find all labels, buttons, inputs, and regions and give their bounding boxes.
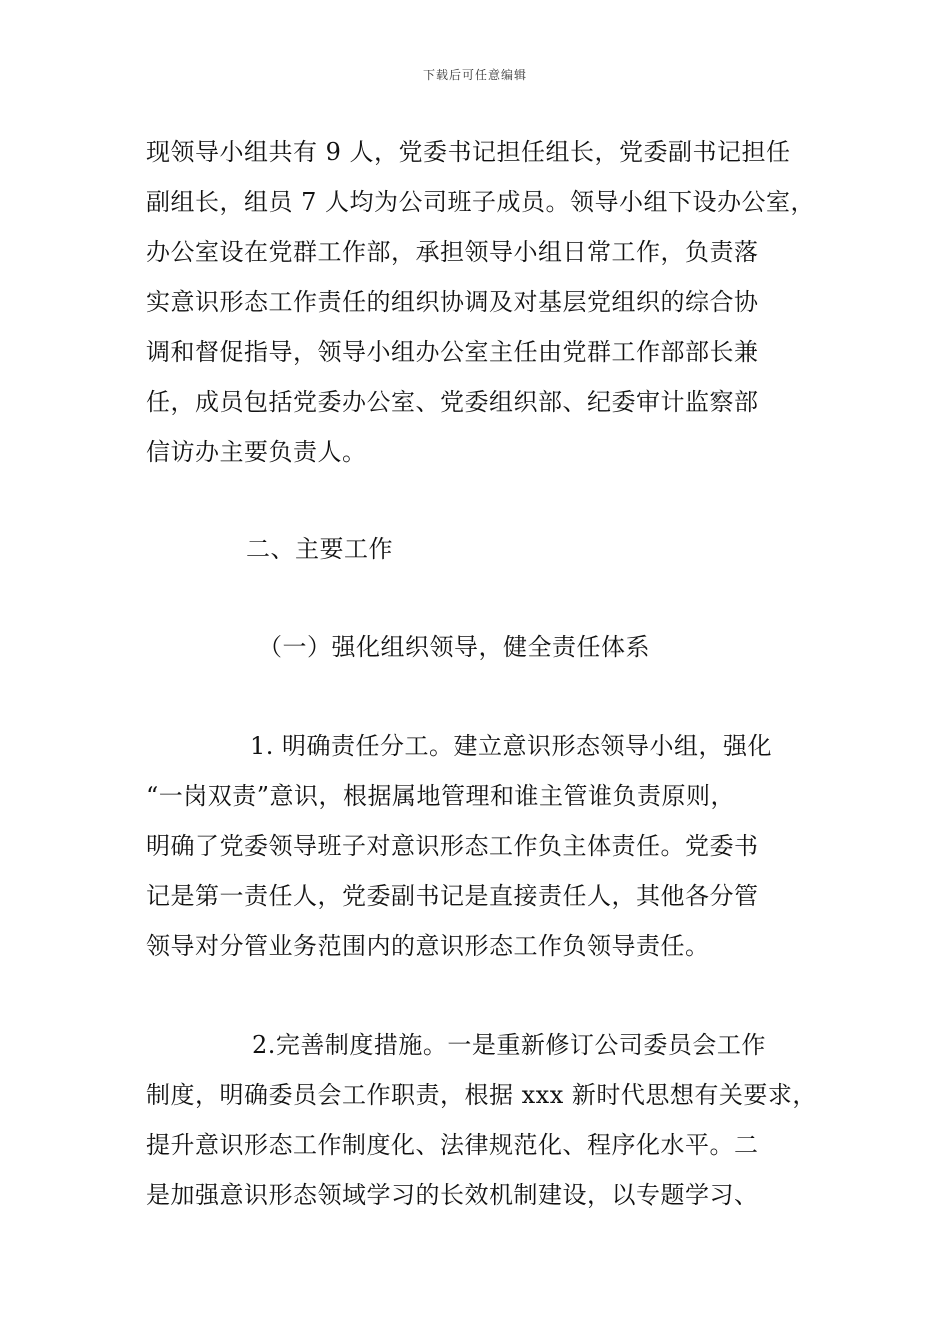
text-line: 明确了党委领导班子对意识形态工作负主体责任。党委书	[146, 832, 759, 860]
paragraph-leadership-group	[146, 127, 826, 477]
text-line: 任，成员包括党委办公室、党委组织部、纪委审计监察部	[146, 388, 759, 416]
text-line: 副组长，组员 7 人均为公司班子成员。领导小组下设办公室，	[146, 188, 816, 216]
text-line: 2.完善制度措施。一是重新修订公司委员会工作	[252, 1031, 766, 1059]
text-line: 领导对分管业务范围内的意识形态工作负领导责任。	[146, 932, 710, 960]
text-line: 记是第一责任人，党委副书记是直接责任人，其他各分管	[146, 882, 759, 910]
text-line: 提升意识形态工作制度化、法律规范化、程序化水平。二	[146, 1131, 759, 1159]
text-line: 现领导小组共有 9 人，党委书记担任组长，党委副书记担任	[146, 138, 791, 166]
text-line: “一岗双责”意识，根据属地管理和谁主管谁负责原则，	[146, 782, 736, 810]
text-line: 是加强意识形态领域学习的长效机制建设，以专题学习、	[146, 1181, 759, 1209]
subsection-heading: （一）强化组织领导，健全责任体系	[258, 633, 650, 661]
text-line: 调和督促指导，领导小组办公室主任由党群工作部部长兼	[146, 338, 759, 366]
text-line: 1. 明确责任分工。建立意识形态领导小组，强化	[250, 732, 773, 760]
text-line: 信访办主要负责人。	[146, 438, 367, 466]
text-line: 办公室设在党群工作部，承担领导小组日常工作，负责落	[146, 238, 759, 266]
paragraph-system-measures	[146, 1020, 826, 1220]
text-line: 实意识形态工作责任的组织协调及对基层党组织的综合协	[146, 288, 759, 316]
section-heading: 二、主要工作	[246, 535, 393, 563]
paragraph-responsibility-division	[146, 721, 826, 971]
text-line: 制度，明确委员会工作职责，根据 xxx 新时代思想有关要求，	[146, 1081, 817, 1109]
page-header: 下载后可任意编辑	[422, 68, 527, 82]
